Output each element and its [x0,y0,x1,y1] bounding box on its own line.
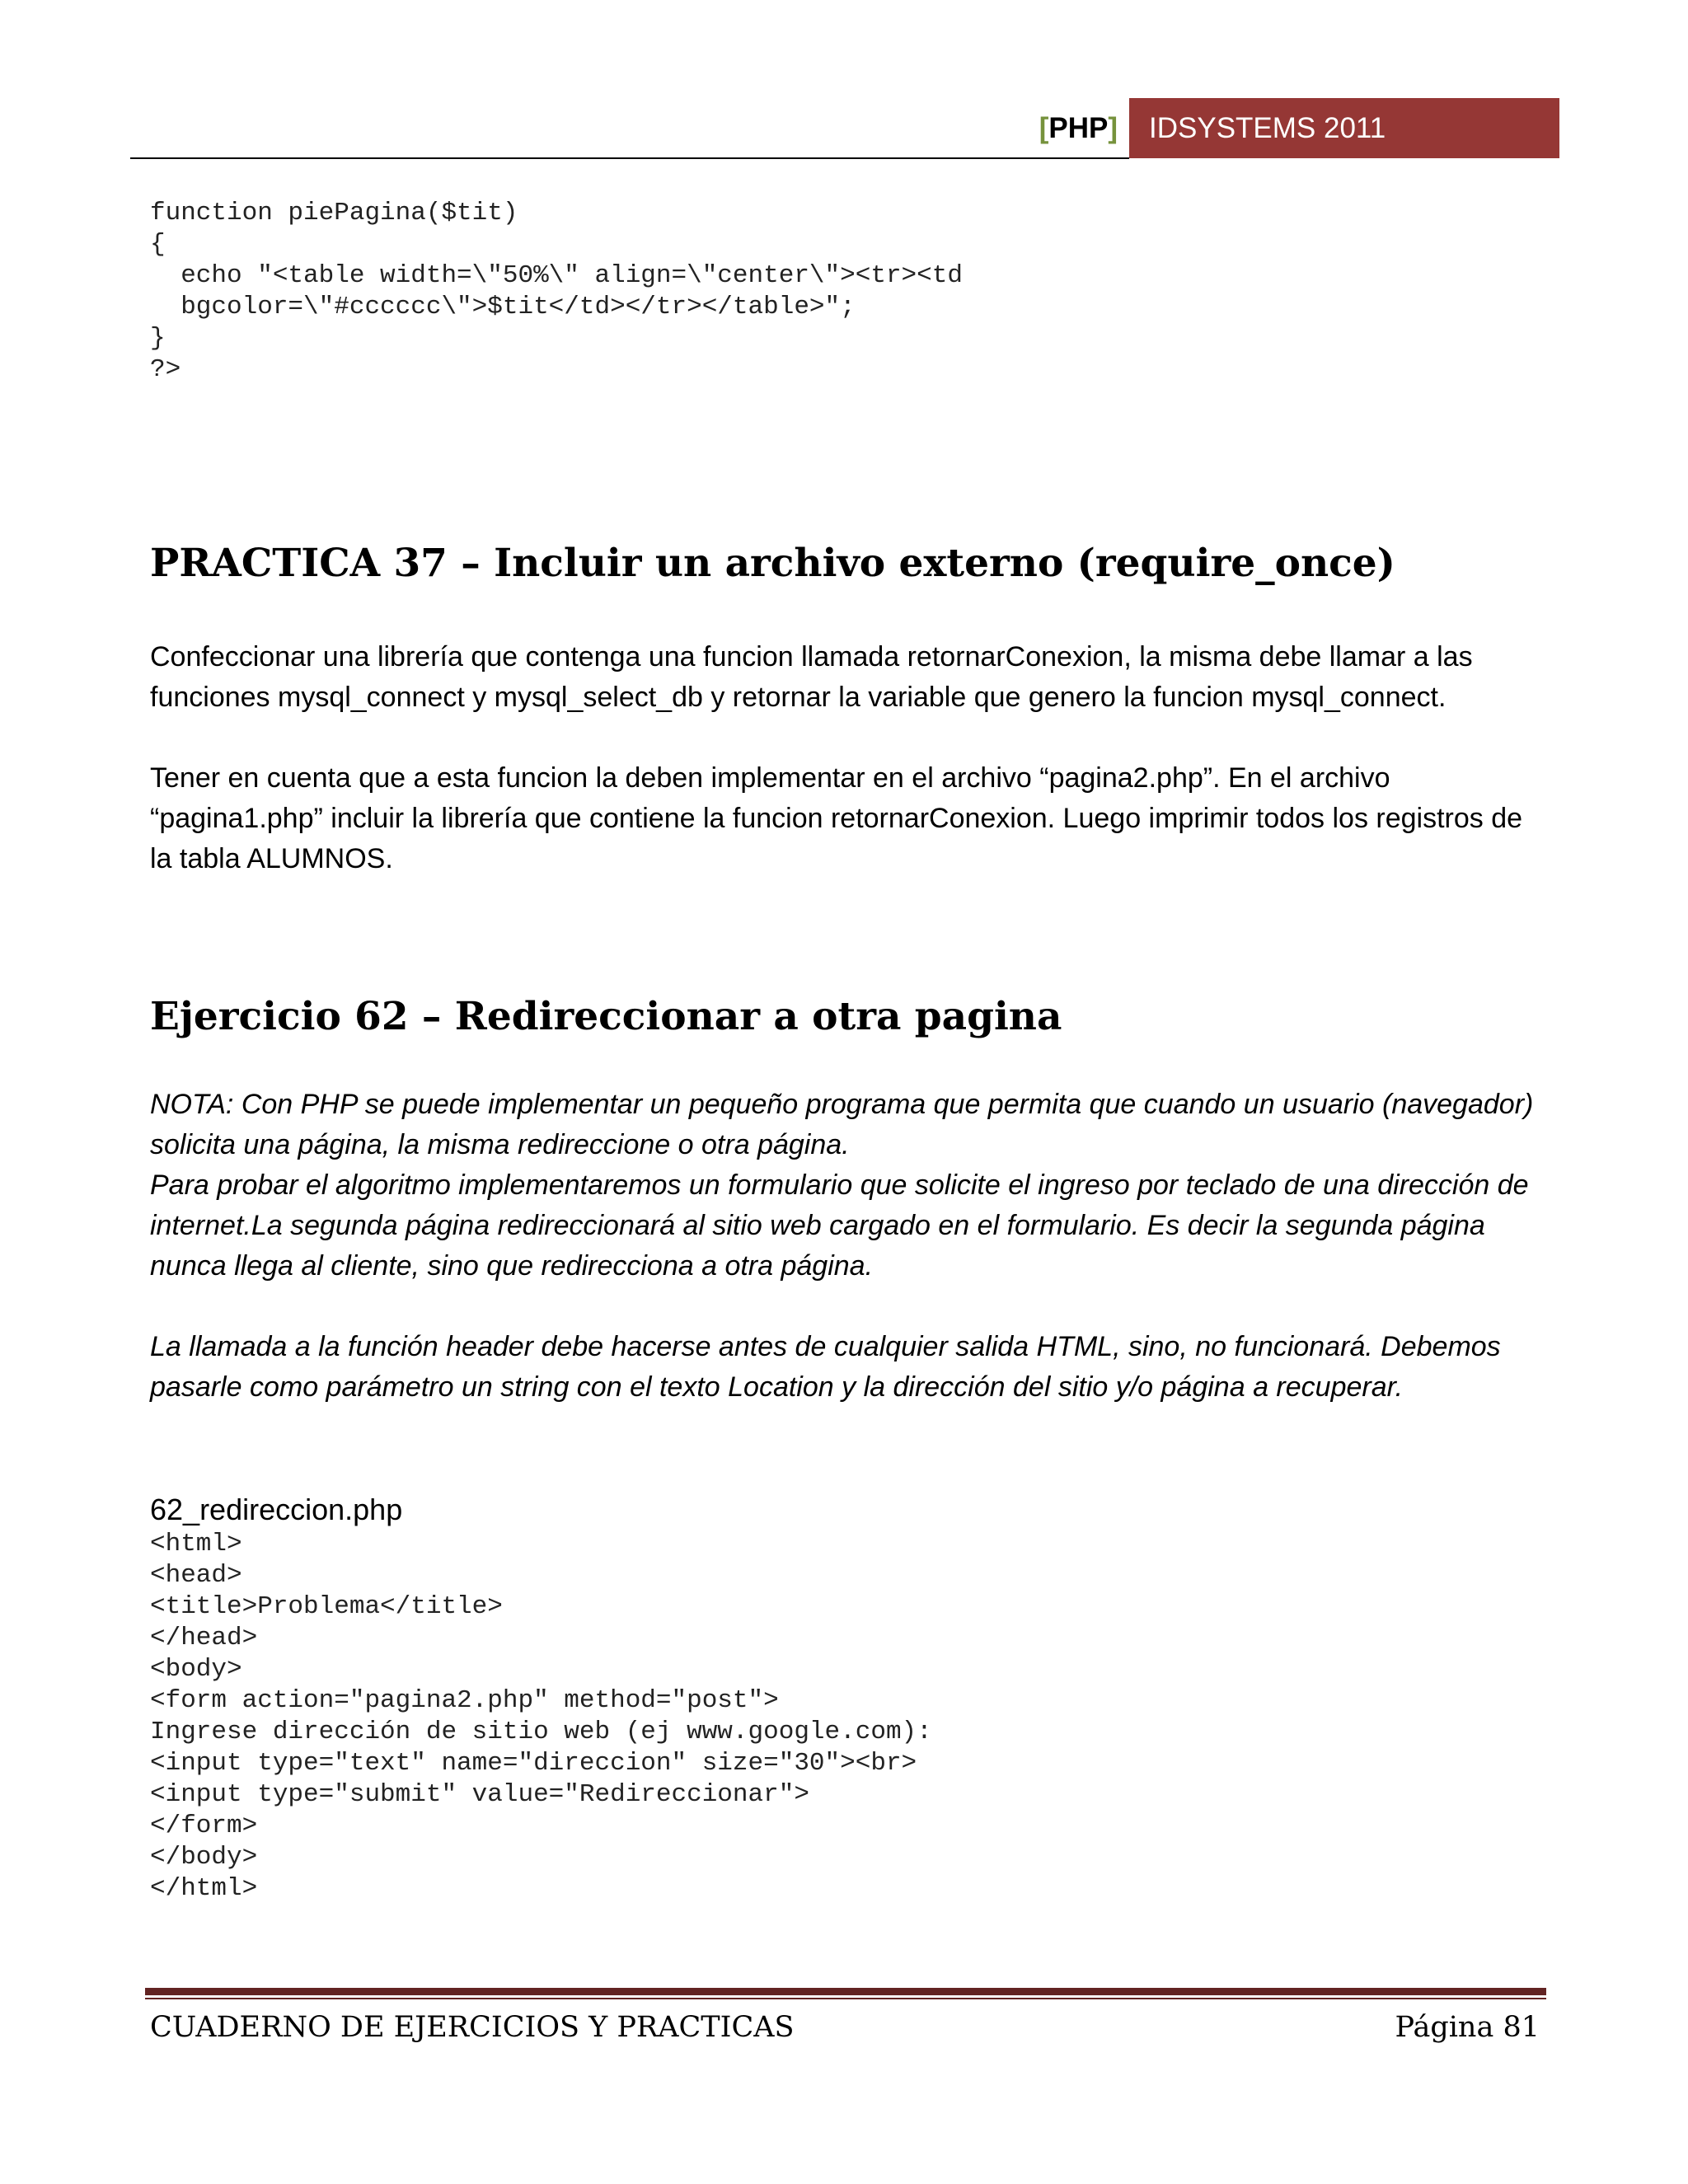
header-rule [130,157,1129,159]
ejercicio-note-2: Para probar el algoritmo implementaremos un formulario que solicite el ingreso por teclado de una dirección de internet.La segunda página redireccionará al sitio web cargado en el formulario. Es decir la segunda página nunca llega al cliente, sino que redirecciona a otra página. [150,1169,1529,1282]
code-line: </html> [150,1874,258,1903]
code-block-redireccion [150,1529,932,1905]
header-section-tag [1022,99,1118,158]
ejercicio-heading: Ejercicio 62 – Redireccionar a otra pagina [150,994,1062,1039]
code-line: <input type="submit" value="Redireccionar"> [150,1780,809,1809]
code-line: echo "<table width=\"50%\" align=\"center\"><tr><td [150,261,963,290]
practica-heading: PRACTICA 37 – Incluir un archivo externo (require_once) [150,541,1395,586]
code-line: </body> [150,1843,258,1872]
code-line: </form> [150,1811,258,1840]
code-line: { [150,230,166,259]
code-block-top [150,198,963,386]
code-line: <input type="text" name="direccion" size="30"><br> [150,1749,917,1778]
footer-rule-thin [145,1998,1546,1999]
ejercicio-note-1: NOTA: Con PHP se puede implementar un pequeño programa que permita que cuando un usuario (navegador) solicita una página, la misma redireccione o otra página. [150,1089,1534,1160]
code-line: <title>Problema</title> [150,1592,503,1621]
code-line: <body> [150,1655,242,1684]
code-line: } [150,324,166,353]
footer-page-number: Página 81 [1395,2011,1540,2044]
code-line: Ingrese dirección de sitio web (ej www.google.com): [150,1718,932,1746]
practica-paragraph-2: Tener en cuenta que a esta funcion la deben implementar en el archivo “pagina2.php”. En el archivo “pagina1.php” incluir la librería que contiene la funcion retornarConexion. Luego imprimir todos los registros de la tabla ALUMNOS. [150,762,1523,874]
ejercicio-note-3: La llamada a la función header debe hacerse antes de cualquier salida HTML, sino, no funcionará. Debemos pasarle como parámetro un string con el texto Location y la dirección del sitio y/o página a recuperar. [150,1331,1501,1403]
header-tag-text: PHP [1048,112,1109,144]
footer-rule-thick [145,1988,1546,1995]
code-line: bgcolor=\"#cccccc\">$tit</td></tr></table>"; [150,293,856,321]
header-band [1129,98,1559,158]
code-line: function piePagina($tit) [150,199,518,227]
code-line: </head> [150,1624,258,1652]
code-line: <head> [150,1561,242,1590]
header-bracket-open: [ [1039,112,1049,144]
footer-book-title: CUADERNO DE EJERCICIOS Y PRACTICAS [150,2011,795,2044]
header-bracket-close: ] [1108,112,1118,144]
code-filename: 62_redireccion.php [150,1493,403,1526]
header-band-text: IDSYSTEMS 2011 [1149,112,1386,144]
practica-paragraph-1: Confeccionar una librería que contenga una funcion llamada retornarConexion, la misma debe llamar a las funciones mysql_connect y mysql_select_db y retornar la variable que genero la funcion mysql_connect. [150,641,1473,713]
code-line: <html> [150,1530,242,1558]
code-line: ?> [150,355,181,384]
code-line: <form action="pagina2.php" method="post"> [150,1686,779,1715]
